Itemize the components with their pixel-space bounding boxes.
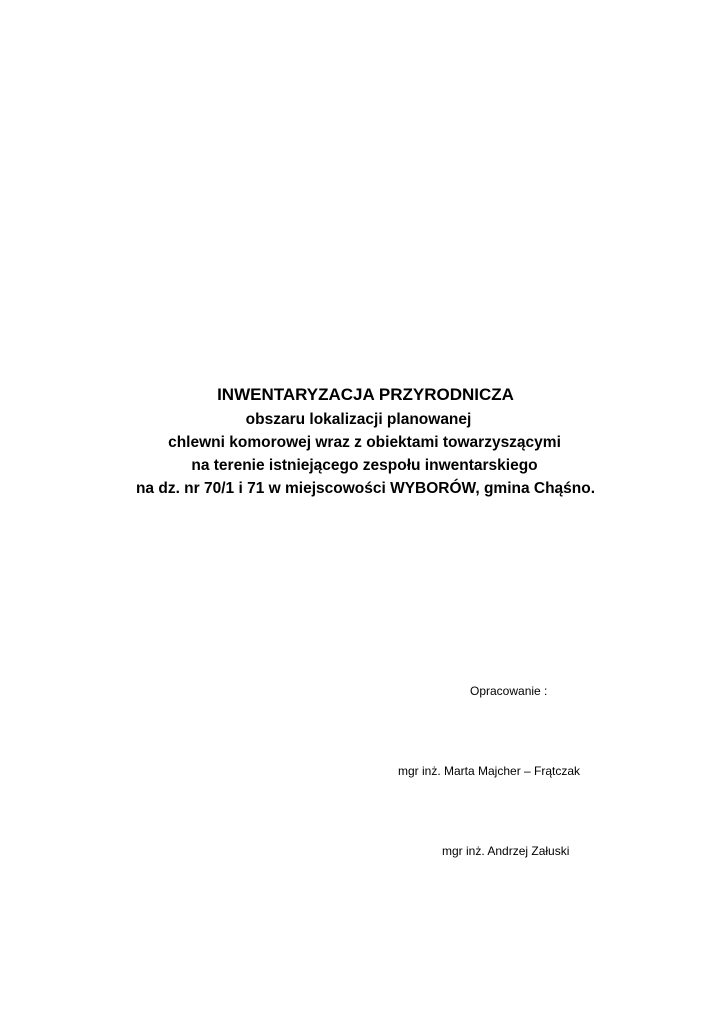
document-title: INWENTARYZACJA PRZYRODNICZA xyxy=(217,385,514,404)
subtitle-line-2: chlewni komorowej wraz z obiektami towarzyszącymi xyxy=(168,434,561,451)
subtitle-line-1: obszaru lokalizacji planowanej xyxy=(245,411,472,428)
subtitle-line-4: na dz. nr 70/1 i 71 w miejscowości WYBORÓW, gmina Chąśno. xyxy=(135,480,596,497)
prepared-by-label: Opracowanie : xyxy=(470,684,548,698)
author-name-1: mgr inż. Marta Majcher – Frątczak xyxy=(398,764,581,778)
title-block xyxy=(0,382,725,500)
author-name-2: mgr inż. Andrzej Załuski xyxy=(442,844,570,858)
subtitle-line-3: na terenie istniejącego zespołu inwentarskiego xyxy=(191,457,538,474)
